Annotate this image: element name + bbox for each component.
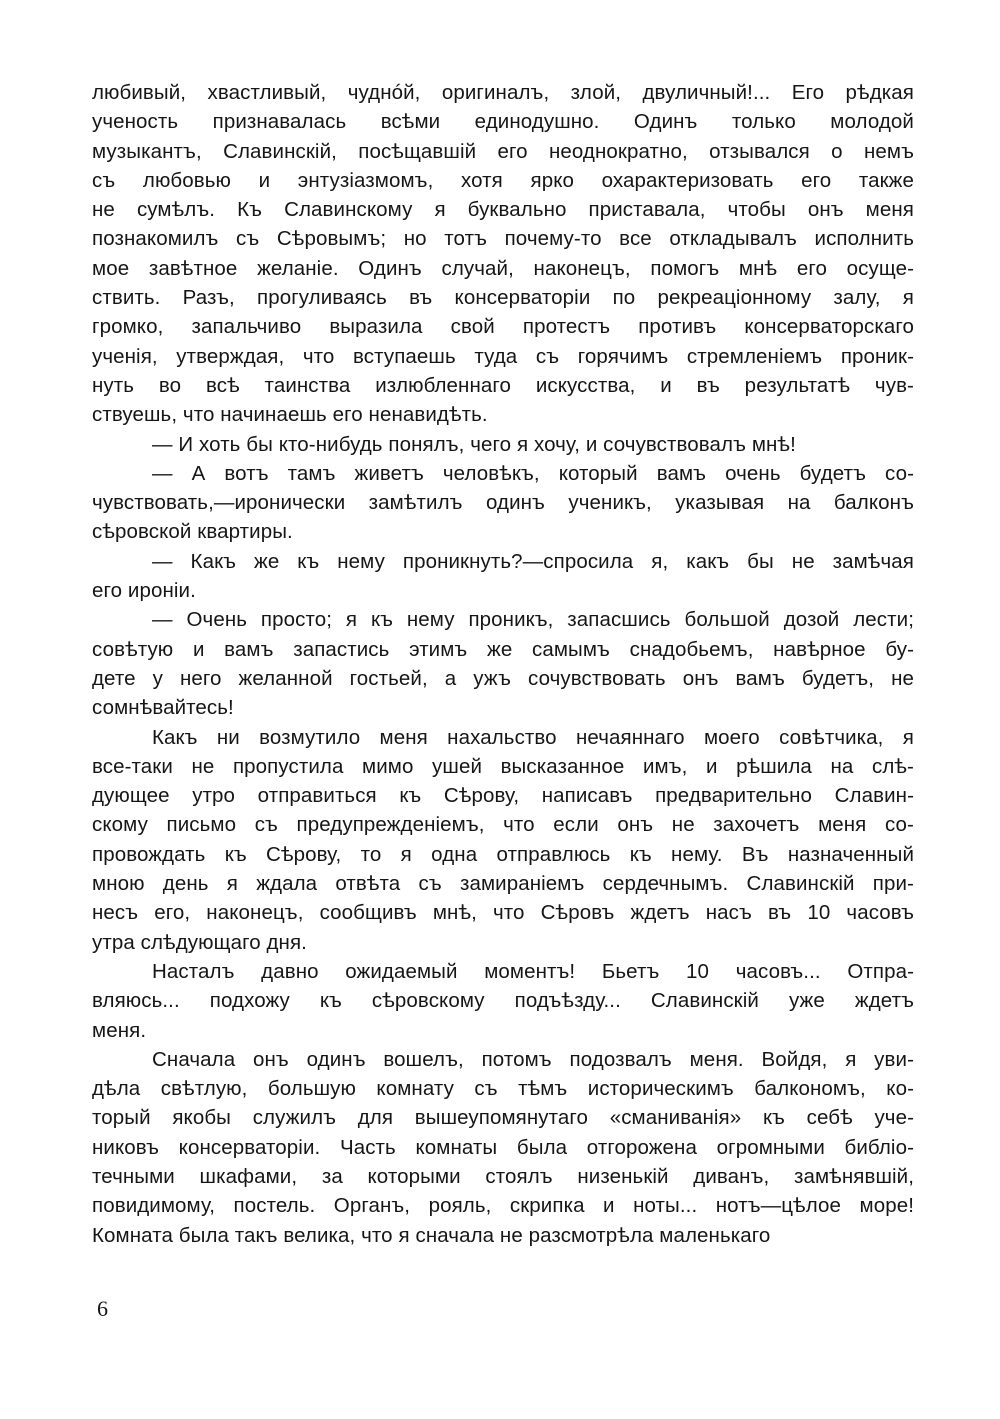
text-line: никовъ консерваторіи. Часть комнаты была отгорожена огромными библіо- [92, 1135, 914, 1159]
text-line: все-таки не пропустила мимо ушей высказанное имъ, и рѣшила на слѣ- [92, 754, 914, 778]
text-line: ученія, утверждая, что вступаешь туда съ горячимъ стремленіемъ проник- [92, 344, 914, 368]
text-line: познакомилъ съ Сѣровымъ; но тотъ почему-то все откладывалъ исполнить [92, 227, 914, 251]
text-line: Комната была такъ велика, что я сначала не разсмотрѣла маленькаго [92, 1223, 771, 1247]
paragraph [92, 957, 914, 1045]
text-line: ствить. Разъ, прогуливаясь въ консерваторіи по рекреаціонному залу, я [92, 286, 914, 310]
text-line: громко, запальчиво выразила свой протестъ противъ консерваторскаго [92, 315, 914, 339]
text-line: дете у него желанной гостьей, а ужъ сочувствовать онъ вамъ будетъ, не [92, 666, 914, 690]
page-body [92, 78, 914, 1250]
paragraph [92, 430, 914, 459]
text-line: несъ его, наконецъ, сообщивъ мнѣ, что Сѣровъ ждетъ насъ въ 10 часовъ [92, 901, 914, 925]
text-line: торый якобы служилъ для вышеупомянутаго «сманиванія» къ себѣ уче- [92, 1106, 914, 1130]
text-line: сомнѣвайтесь! [92, 696, 234, 720]
text-line: съ любовью и энтузіазмомъ, хотя ярко охарактеризовать его также [92, 168, 914, 192]
text-line: течными шкафами, за которыми стоялъ низенькій диванъ, замѣнявшій, [92, 1164, 914, 1188]
text-line: Сначала онъ одинъ вошелъ, потомъ подозвалъ меня. Войдя, я уви- [152, 1047, 914, 1071]
text-line: Какъ ни возмутило меня нахальство нечаяннаго моего совѣтчика, я [152, 725, 914, 749]
text-line: провождать къ Сѣрову, то я одна отправлюсь къ нему. Въ назначенный [92, 842, 914, 866]
text-line: его ироніи. [92, 579, 196, 603]
paragraph [92, 1045, 914, 1250]
text-line: повидимому, постель. Органъ, рояль, скрипка и ноты... нотъ—цѣлое море! [92, 1194, 914, 1218]
text-line: чувствовать,—иронически замѣтилъ одинъ ученикъ, указывая на балконъ [92, 491, 914, 515]
paragraph [92, 547, 914, 606]
text-line: Насталъ давно ожидаемый моментъ! Бьетъ 10 часовъ... Отпра- [152, 959, 914, 983]
text-line: — И хоть бы кто-нибудь понялъ, чего я хочу, и сочувствовалъ мнѣ! [152, 432, 796, 456]
text-line: совѣтую и вамъ запастись этимъ же самымъ снадобьемъ, навѣрное бу- [92, 637, 914, 661]
text-line: утра слѣдующаго дня. [92, 930, 307, 954]
text-line: дѣла свѣтлую, большую комнату съ тѣмъ историческимъ балкономъ, ко- [92, 1077, 914, 1101]
paragraph [92, 78, 914, 430]
text-line: скому письмо съ предупрежденіемъ, что если онъ не захочетъ меня со- [92, 813, 914, 837]
text-line: любивый, хвастливый, чуднóй, оригиналъ, злой, двуличный!... Его рѣдкая [92, 81, 914, 104]
text-line: мною день я ждала отвѣта съ замираніемъ сердечнымъ. Славинскій при- [92, 872, 914, 896]
text-line: вляюсь... подхожу къ сѣровскому подъѣзду... Славинскій уже ждетъ [92, 989, 914, 1013]
text-line: ученость признавалась всѣми единодушно. Одинъ только молодой [92, 110, 914, 134]
text-line: сѣровской квартиры. [92, 520, 293, 544]
text-line: — А вотъ тамъ живетъ человѣкъ, который вамъ очень будетъ со- [152, 461, 914, 485]
text-line: — Очень просто; я къ нему проникъ, запасшись большой дозой лести; [152, 608, 914, 632]
text-line: музыкантъ, Славинскій, посѣщавшій его неоднократно, отзывался о немъ [92, 139, 914, 163]
text-line: — Какъ же къ нему проникнуть?—спросила я, какъ бы не замѣчая [152, 549, 914, 573]
text-line: мое завѣтное желаніе. Одинъ случай, наконецъ, помогъ мнѣ его осуще- [92, 256, 914, 280]
page-number: 6 [97, 1296, 108, 1321]
text-line: не сумѣлъ. Къ Славинскому я буквально приставала, чтобы онъ меня [92, 198, 914, 222]
paragraph [92, 723, 914, 957]
paragraph [92, 459, 914, 547]
text-line: ствуешь, что начинаешь его ненавидѣть. [92, 403, 488, 427]
text-line: меня. [92, 1018, 147, 1042]
paragraph [92, 605, 914, 722]
text-line: дующее утро отправиться къ Сѣрову, написавъ предварительно Славин- [92, 784, 914, 808]
text-line: нуть во всѣ таинства излюбленнаго искусства, и въ результатѣ чув- [92, 373, 914, 397]
